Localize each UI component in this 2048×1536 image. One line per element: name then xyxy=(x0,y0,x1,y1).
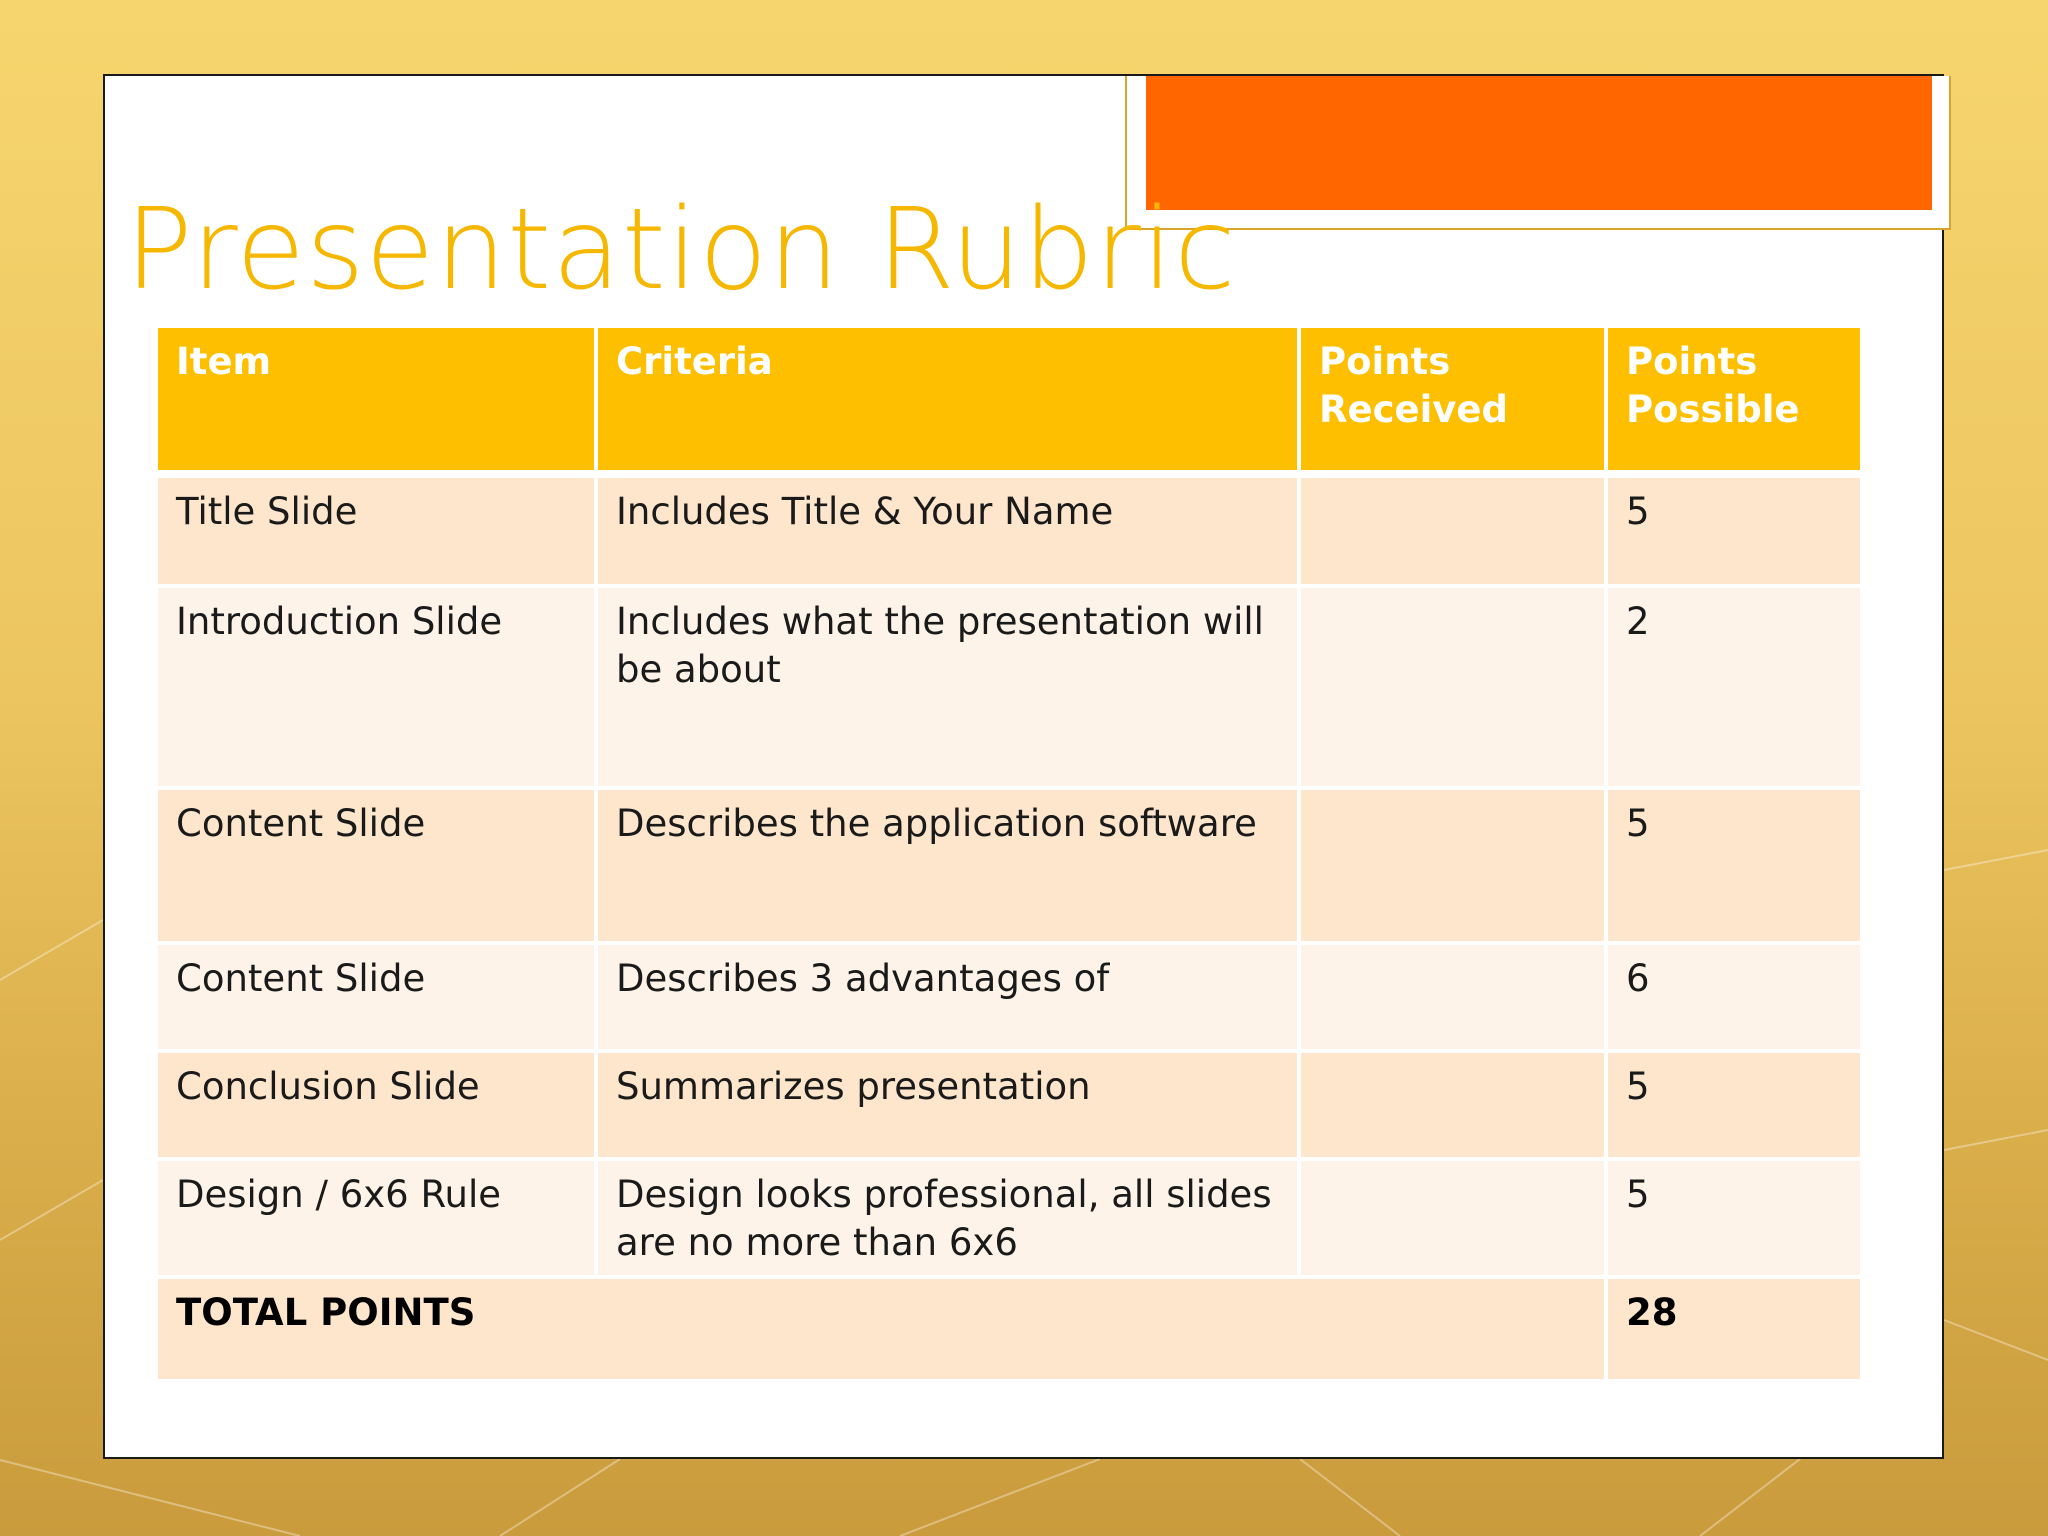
cell-item: Design / 6x6 Rule xyxy=(156,1159,596,1277)
cell-points-possible: 5 xyxy=(1606,1051,1862,1159)
cell-points-possible: 6 xyxy=(1606,943,1862,1051)
table-total-row xyxy=(156,1277,1862,1381)
cell-points-possible: 5 xyxy=(1606,1159,1862,1277)
table-row xyxy=(156,1051,1862,1159)
cell-criteria: Design looks professional, all slides are no more than 6x6 xyxy=(596,1159,1299,1277)
cell-item: Title Slide xyxy=(156,474,596,586)
cell-item: Content Slide xyxy=(156,788,596,943)
total-label: TOTAL POINTS xyxy=(156,1277,1606,1381)
slide-title: Presentation Rubric xyxy=(125,185,1237,315)
header-points-possible: Points Possible xyxy=(1606,326,1862,474)
cell-points-received xyxy=(1299,586,1606,788)
table-row xyxy=(156,586,1862,788)
header-item: Item xyxy=(156,326,596,474)
cell-points-possible: 2 xyxy=(1606,586,1862,788)
accent-tab-fill xyxy=(1146,76,1932,210)
cell-criteria: Summarizes presentation xyxy=(596,1051,1299,1159)
table-row xyxy=(156,474,1862,586)
cell-points-received xyxy=(1299,1159,1606,1277)
table-row xyxy=(156,1159,1862,1277)
cell-points-received xyxy=(1299,943,1606,1051)
cell-points-received xyxy=(1299,788,1606,943)
total-value: 28 xyxy=(1606,1277,1862,1381)
table-header-row xyxy=(156,326,1862,474)
cell-criteria: Includes Title & Your Name xyxy=(596,474,1299,586)
header-criteria: Criteria xyxy=(596,326,1299,474)
rubric-table xyxy=(154,324,1864,1383)
cell-points-possible: 5 xyxy=(1606,788,1862,943)
header-points-received: Points Received xyxy=(1299,326,1606,474)
table-row xyxy=(156,788,1862,943)
cell-points-received xyxy=(1299,474,1606,586)
accent-tab xyxy=(1125,76,1951,230)
cell-item: Introduction Slide xyxy=(156,586,596,788)
cell-points-received xyxy=(1299,1051,1606,1159)
cell-item: Content Slide xyxy=(156,943,596,1051)
table-row xyxy=(156,943,1862,1051)
cell-criteria: Describes 3 advantages of xyxy=(596,943,1299,1051)
cell-criteria: Describes the application software xyxy=(596,788,1299,943)
cell-item: Conclusion Slide xyxy=(156,1051,596,1159)
cell-points-possible: 5 xyxy=(1606,474,1862,586)
cell-criteria: Includes what the presentation will be about xyxy=(596,586,1299,788)
